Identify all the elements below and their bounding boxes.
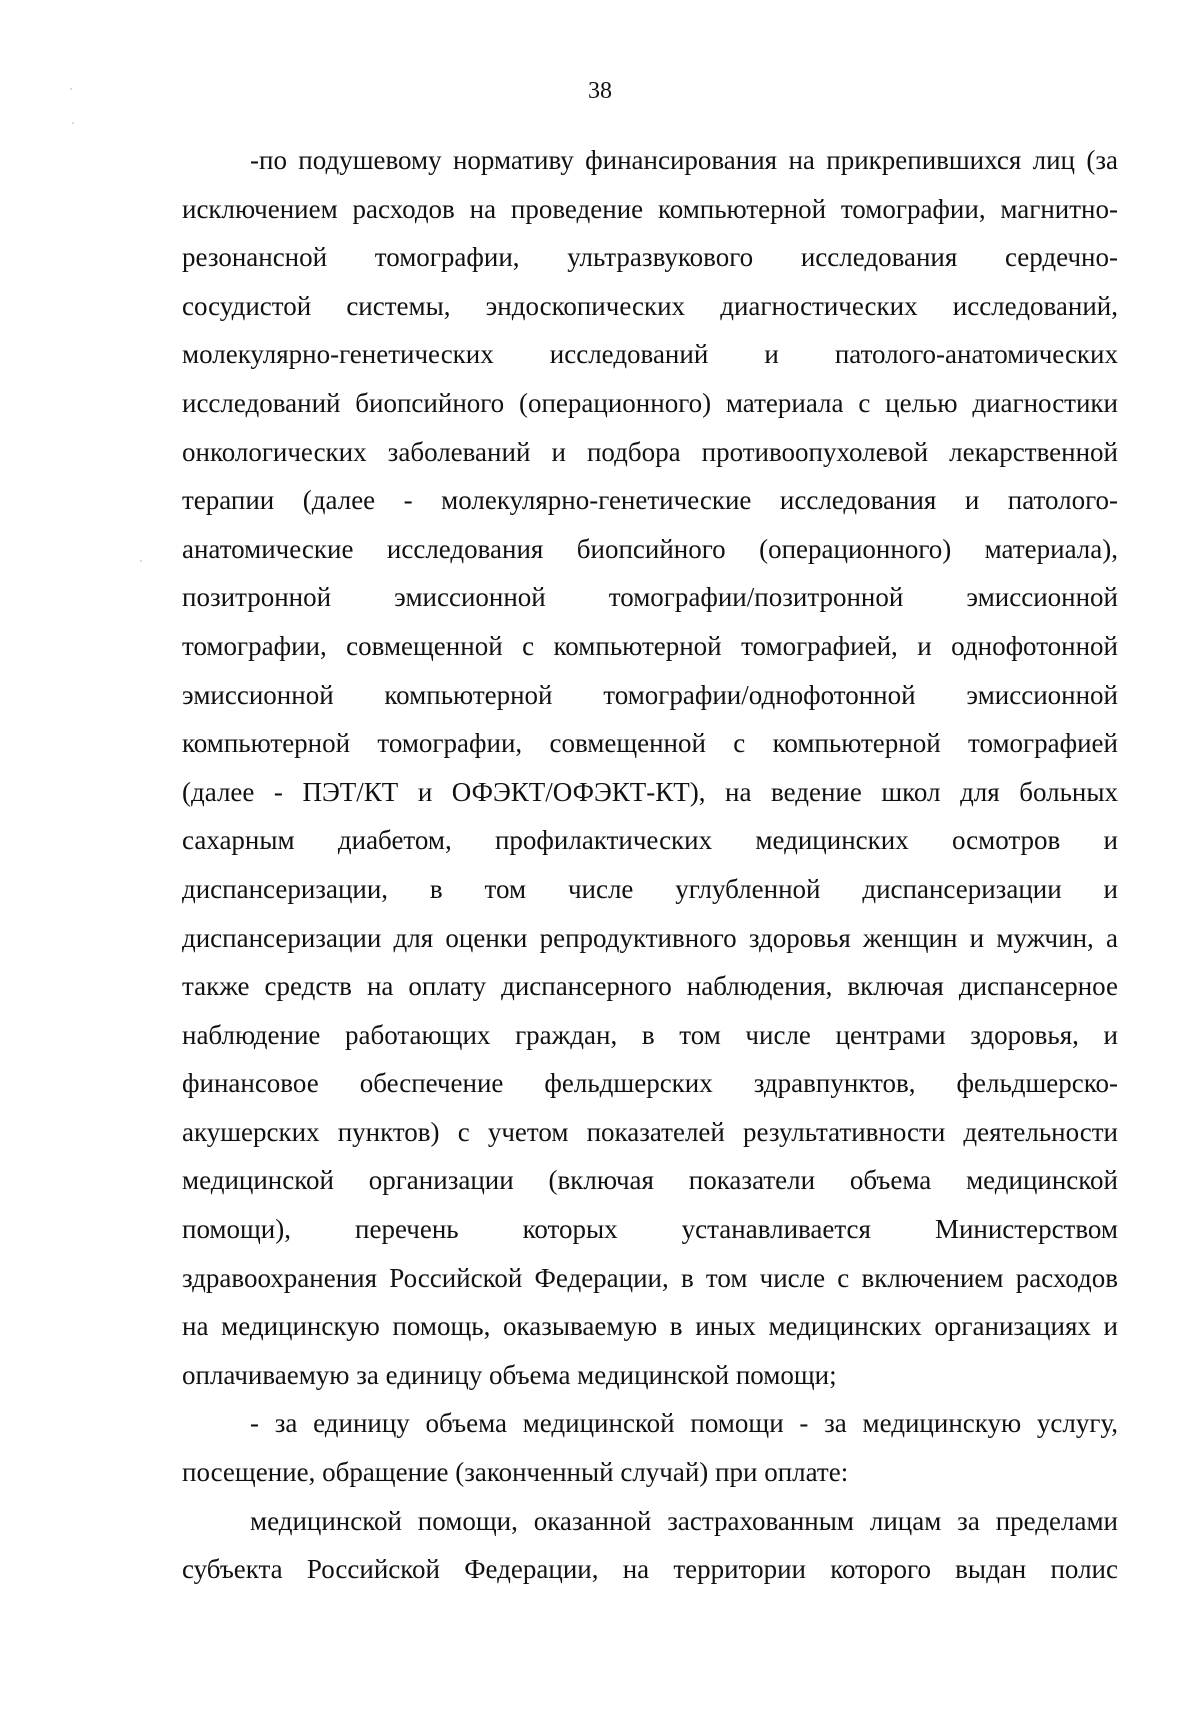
- paragraph-1: [182, 136, 1118, 1399]
- text-line: исключением расходов на проведение компьютерной томографии, магнитно-: [182, 193, 1118, 224]
- text-line: терапии (далее - молекулярно-генетические исследования и патолого-: [182, 485, 1118, 516]
- text-line: субъекта Российской Федерации, на территории которого выдан полис: [182, 1554, 1118, 1585]
- text-line: финансовое обеспечение фельдшерских здравпунктов, фельдшерско-: [182, 1068, 1118, 1099]
- scan-artifact: [70, 88, 72, 90]
- text-line: (далее - ПЭТ/КТ и ОФЭКТ/ОФЭКТ-КТ), на ведение школ для больных: [182, 776, 1118, 807]
- text-line: также средств на оплату диспансерного наблюдения, включая диспансерное: [182, 971, 1118, 1002]
- text-line: компьютерной томографии, совмещенной с компьютерной томографией: [182, 728, 1118, 759]
- text-line: исследований биопсийного (операционного) материала с целью диагностики: [182, 387, 1118, 418]
- text-line: резонансной томографии, ультразвукового исследования сердечно-: [182, 242, 1118, 273]
- text-line: сахарным диабетом, профилактических медицинских осмотров и: [182, 825, 1118, 856]
- text-line: анатомические исследования биопсийного (операционного) материала),: [182, 533, 1118, 564]
- text-line: посещение, обращение (законченный случай) при оплате:: [182, 1457, 849, 1488]
- text-line: на медицинскую помощь, оказываемую в иных медицинских организациях и: [182, 1311, 1118, 1342]
- text-line: оплачиваемую за единицу объема медицинской помощи;: [182, 1359, 837, 1390]
- scan-artifact: [72, 122, 74, 124]
- text-line: сосудистой системы, эндоскопических диагностических исследований,: [182, 290, 1118, 321]
- text-line: наблюдение работающих граждан, в том числе центрами здоровья, и: [182, 1019, 1118, 1050]
- page-number: 38: [588, 78, 612, 104]
- scan-artifact: [140, 560, 142, 562]
- paragraph-2: [182, 1399, 1118, 1496]
- text-line: томографии, совмещенной с компьютерной томографией, и однофотонной: [182, 630, 1118, 661]
- text-line: - за единицу объема медицинской помощи - за медицинскую услугу,: [250, 1408, 1118, 1439]
- text-line: акушерских пунктов) с учетом показателей результативности деятельности: [182, 1116, 1118, 1147]
- text-line: здравоохранения Российской Федерации, в том числе с включением расходов: [182, 1262, 1118, 1293]
- text-line: медицинской организации (включая показатели объема медицинской: [182, 1165, 1118, 1196]
- paragraph-3: [182, 1497, 1118, 1594]
- text-line: диспансеризации для оценки репродуктивного здоровья женщин и мужчин, а: [182, 922, 1118, 953]
- text-line: помощи), перечень которых устанавливается Министерством: [182, 1214, 1118, 1245]
- text-line: диспансеризации, в том числе углубленной диспансеризации и: [182, 873, 1118, 904]
- text-line: позитронной эмиссионной томографии/позитронной эмиссионной: [182, 582, 1118, 613]
- text-line: молекулярно-генетических исследований и патолого-анатомических: [182, 339, 1118, 370]
- text-line: онкологических заболеваний и подбора противоопухолевой лекарственной: [182, 436, 1118, 467]
- document-body: [182, 136, 1118, 1594]
- text-line: медицинской помощи, оказанной застрахованным лицам за пределами: [250, 1505, 1118, 1536]
- text-line: -по подушевому нормативу финансирования на прикрепившихся лиц (за: [250, 145, 1118, 175]
- text-line: эмиссионной компьютерной томографии/однофотонной эмиссионной: [182, 679, 1118, 710]
